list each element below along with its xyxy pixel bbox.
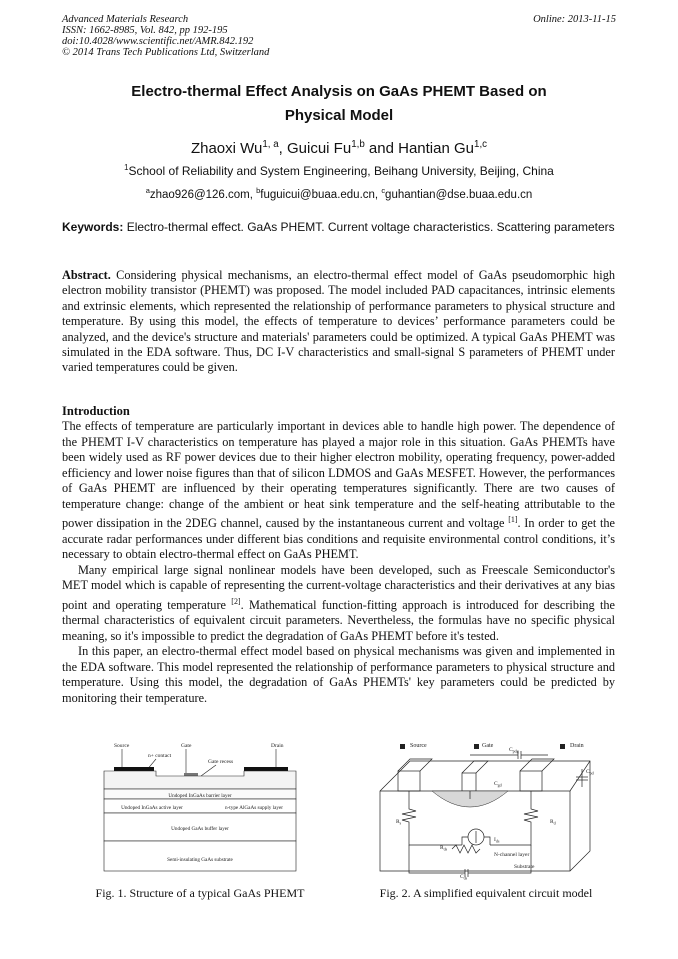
figure-2-equivalent-circuit (370, 741, 602, 881)
author-sep-1: , (278, 140, 287, 157)
author-1-sup: 1, a (262, 139, 279, 150)
abstract-text: Considering physical mechanisms, an electro-thermal effect model of GaAs pseudomorphic high electron mobility transistor (PHEMT) was proposed. The model included PAD capacitances, intrinsic elements and extrinsic elements, which represented the relationship of performance parameters to physical structure and temperature. By using this model, the effects of temperature to devices’ performance parameters could be analyzed, and the device's structure and materials' parameters could be optimized. A typical GaAs PHEMT was simulated in the EDA software. Thus, DC I-V characteristics and small-signal S parameters of PHEMT under varied temperatures could be given. (62, 268, 615, 375)
intro-paragraph-1 (62, 419, 615, 563)
fig1-gate-label: Gate (181, 743, 192, 749)
fig2-substrate-label: Substrate (514, 864, 535, 870)
journal-name: Advanced Materials Research (62, 14, 189, 25)
abstract (62, 268, 615, 376)
intro-p1-text-b: . In order to get the accurate radar performances under different bias conditions and requisite environmental control conditions, it’s necessary to obtain electro-thermal effect on GaAs PHEMT. (62, 516, 615, 562)
citation-2: [2] (231, 596, 241, 606)
title-line-1: Electro-thermal Effect Analysis on GaAs PHEMT Based on (131, 83, 547, 100)
fig2-cpdg-label: $C_{pdg}$ (509, 747, 519, 754)
email-c: guhantian@dse.buaa.edu.cn (385, 188, 533, 201)
fig1-substrate-label: Semi-insulating GaAs substrate (167, 857, 233, 863)
fig2-drain-pad-icon (560, 744, 565, 749)
affiliation-sup: 1 (124, 163, 129, 172)
citation-1: [1] (508, 515, 518, 524)
fig1-supply-label: n-type AlGaAs supply layer (224, 805, 284, 811)
intro-paragraph-3: In this paper, an electro-thermal effect model based on physical mechanisms was given and implemented in the EDA software. This model represented the relationship of performance parameters to physical structure and temperature. Using this model, the degradation of GaAs PHEMTs' key parameters could be predicted by monitoring their temperature. (62, 644, 615, 705)
intro-p2-text-a: Many empirical large signal nonlinear models have been developed, such as Freescale Semiconductor's MET model which is capable of representing the current-voltage characteristics and their derivatives at any bias point and operating temperature (62, 562, 615, 612)
doi-line: doi:10.4028/www.scientific.net/AMR.842.192 (62, 36, 254, 47)
fig1-drain-contact (244, 767, 288, 771)
fig2-source-label: Source (410, 743, 427, 749)
fig1-barrier-label: Undoped InGaAs barrier layer (168, 793, 232, 799)
email-a: zhao926@126.com, (149, 188, 257, 201)
section-heading-introduction: Introduction (62, 404, 130, 418)
intro-p2-text-b: . Mathematical function-fitting approach is introduced for describing the thermal characteristics of equivalent circuit parameters. Nevertheless, the formulas have no specific physical meaning, so it's impossible to predict the degradation of GaAs PHEMT before it's tested. (62, 597, 616, 643)
keywords-text: Electro-thermal effect. GaAs PHEMT. Current voltage characteristics. Scattering parameters (126, 220, 615, 234)
fig2-ids-label: $I_{ds}$ (494, 837, 500, 844)
fig1-buffer-label: Undoped GaAs buffer layer (171, 826, 229, 832)
author-3: Hantian Gu (398, 140, 475, 157)
email-b: fuguicui@buaa.edu.cn, (260, 188, 382, 201)
fig1-active-label: Undoped InGaAs active layer (121, 805, 183, 811)
author-3-sup: 1,c (474, 139, 488, 150)
email-a-sup: a (145, 186, 150, 195)
abstract-label: Abstract. (62, 268, 111, 282)
fig2-drain-label: Drain (570, 743, 584, 749)
fig2-rs-label: $R_s$ (396, 819, 402, 826)
fig2-cpd-label: $C_{pd}$ (586, 769, 594, 776)
keywords (62, 220, 615, 234)
fig1-source-contact (114, 767, 154, 771)
fig2-channel-label: N-channel layer (494, 852, 530, 858)
email-c-sup: c (381, 186, 386, 195)
keywords-label: Keywords: (62, 220, 124, 234)
introduction-body (62, 419, 615, 706)
author-list (62, 139, 616, 157)
author-2: Guicui Fu (286, 140, 352, 157)
fig2-source-pad-icon (400, 744, 405, 749)
fig2-rd-label: $R_d$ (550, 819, 556, 826)
fig1-contact-label: n+ contact (148, 753, 172, 759)
issn-line: ISSN: 1662-8985, Vol. 842, pp 192-195 (62, 25, 228, 36)
email-list (62, 186, 616, 201)
affiliation (62, 163, 616, 178)
figure-2-caption: Fig. 2. A simplified equivalent circuit model (379, 886, 593, 900)
title-line-2: Physical Model (284, 107, 394, 124)
fig2-cgd-label: $C_{gd}$ (494, 781, 502, 788)
paper-title (62, 80, 616, 128)
online-date: Online: 2013-11-15 (533, 14, 616, 25)
affiliation-text: School of Reliability and System Engineering, Beihang University, Beijing, China (128, 164, 554, 178)
fig1-drain-label: Drain (271, 743, 284, 749)
fig2-gate-label: Gate (482, 743, 494, 749)
email-b-sup: b (256, 186, 261, 195)
fig2-cds-label: $C_{ds}$ (460, 874, 468, 881)
author-2-sup: 1,b (351, 139, 365, 150)
figure-1-caption: Fig. 1. Structure of a typical GaAs PHEMT (95, 886, 305, 900)
fig1-source-label: Source (114, 743, 130, 749)
author-1: Zhaoxi Wu (190, 140, 263, 157)
fig2-gate-pad-icon (474, 744, 479, 749)
intro-paragraph-2 (62, 563, 615, 645)
figure-1-phemt-structure (86, 741, 316, 881)
intro-p1-text-a: The effects of temperature are particularly important in devices able to handle high power. The dependence of the PHEMT I-V characteristics on temperature has played a major role in this situation. GaAs PHEMTs have been widely used as RF power devices due to their higher electron mobility, operating frequency, power-added efficiency and lower noise figures than that of silicon LDMOS and GaAs MESFET. However, the performances of GaAs PHEMT are influenced by their operating temperatures significantly. There are two causes of temperature change: change of the ambient or heat sink temperature and the self-heating attributable to the power dissipation in the 2DEG channel, caused by the instantaneous current and voltage (62, 419, 615, 531)
journal-header (62, 14, 269, 58)
author-sep-2: and (364, 140, 399, 157)
fig1-recess-label: Gate recess (208, 759, 234, 765)
fig2-rds-label: $R_{ds}$ (440, 845, 448, 852)
copyright-line: © 2014 Trans Tech Publications Ltd, Switzerland (62, 47, 270, 58)
